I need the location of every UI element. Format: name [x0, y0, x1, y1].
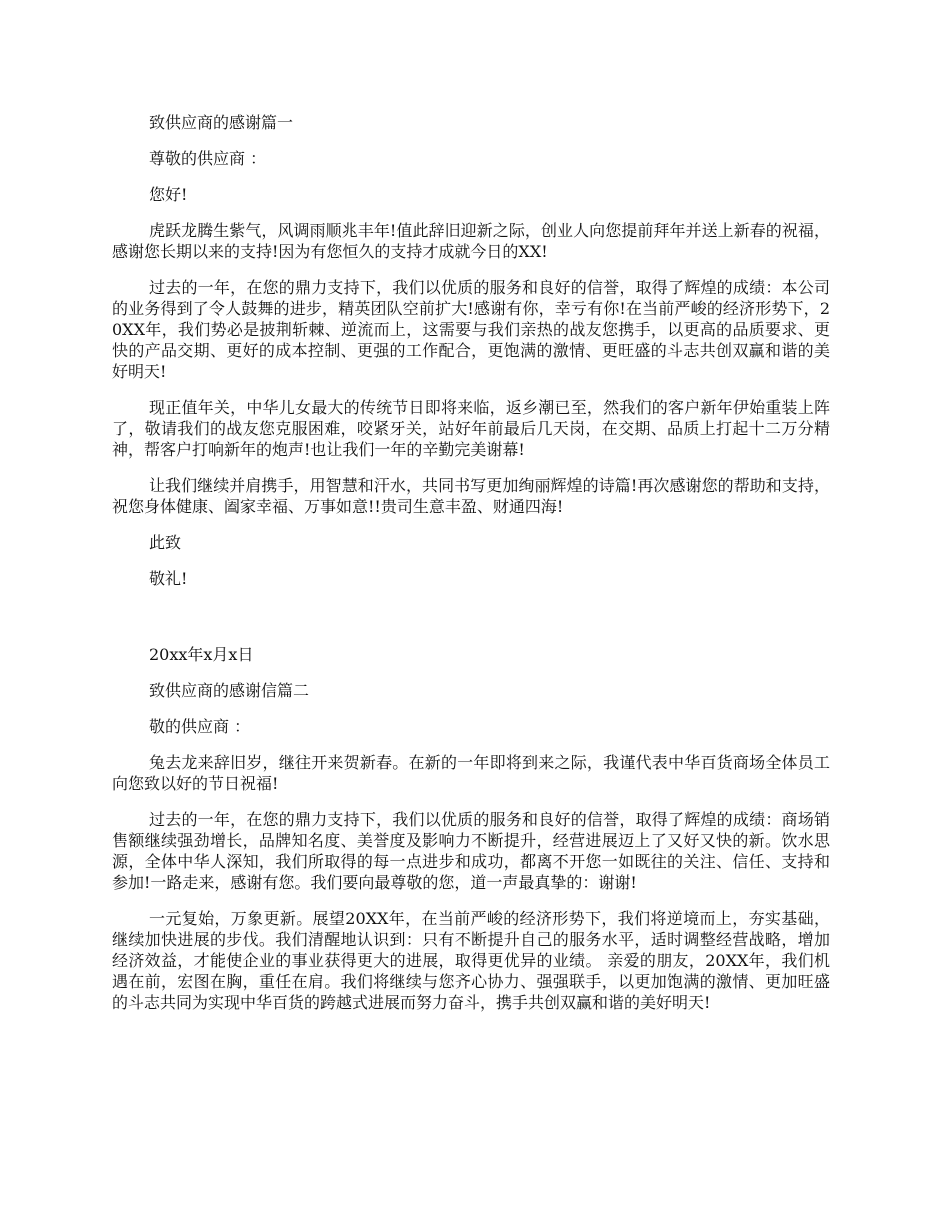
letter2-paragraph-2: 过去的一年，在您的鼎力支持下，我们以优质的服务和良好的信誉，取得了辉煌的成绩：商场销售额继续强劲增长，品牌知名度、美誉度及影响力不断提升，经营进展迈上了又好又快的新。饮水思源，全体中华人深知，我们所取得的每一点进步和成功，都离不开您一如既往的关注、信任、支持和参加!一路走来，感谢有您。我们要向最尊敬的您，道一声最真挚的：谢谢!	[112, 810, 830, 892]
letter1-paragraph-3: 现正值年关，中华儿女最大的传统节日即将来临，返乡潮已至，然我们的客户新年伊始重装上阵了，敬请我们的战友您克服困难，咬紧牙关，站好年前最后几天岗，在交期、品质上打起十二万分精神，帮客户打响新年的炮声!也让我们一年的辛勤完美谢幕!	[112, 398, 830, 459]
document-page	[112, 112, 830, 1013]
letter1-paragraph-1: 虎跃龙腾生紫气，风调雨顺兆丰年!值此辞旧迎新之际，创业人向您提前拜年并送上新春的祝福，感谢您长期以来的支持!因为有您恒久的支持才成就今日的XX!	[112, 221, 830, 261]
letter1-salutation: 尊敬的供应商 ：	[149, 149, 267, 168]
letter2-paragraph-1: 兔去龙来辞旧岁，继往开来贺新春。在新的一年即将到来之际，我谨代表中华百货商场全体员工向您致以好的节日祝福!	[112, 753, 830, 793]
letter1-greeting: 您好!	[149, 185, 188, 204]
letter1-paragraph-4: 让我们继续并肩携手，用智慧和汗水，共同书写更加绚丽辉煌的诗篇!再次感谢您的帮助和支持，祝您身体健康、阖家幸福、万事如意!!贵司生意丰盈、财通四海!	[112, 476, 830, 516]
letter1-regards: 敬礼!	[149, 569, 188, 588]
letter1-closing: 此致	[149, 533, 182, 552]
letter1-title: 致供应商的感谢篇一	[149, 113, 294, 132]
letter1-date: 20xx年x月x日	[149, 645, 254, 664]
letter2-paragraph-3: 一元复始，万象更新。展望20XX年，在当前严峻的经济形势下，我们将逆境而上，夯实基础，继续加快进展的步伐。我们清醒地认识到：只有不断提升自己的服务水平，适时调整经营战略，增加经济效益，才能使企业的事业获得更大的进展，取得更优异的业绩。 亲爱的朋友，20XX年，我们机遇在前，宏图在胸，重任在肩。我们将继续与您齐心协力、强强联手，以更加饱满的激情、更加旺盛的斗志共同为实现中华百货的跨越式进展而努力奋斗，携手共创双赢和谐的美好明天!	[112, 909, 830, 1012]
letter2-salutation: 敬的供应商 ：	[149, 717, 251, 736]
letter1-paragraph-2: 过去的一年，在您的鼎力支持下，我们以优质的服务和良好的信誉，取得了辉煌的成绩：本公司的业务得到了令人鼓舞的进步，精英团队空前扩大!感谢有你，幸亏有你!在当前严峻的经济形势下，20XX年，我们势必是披荆斩棘、逆流而上，这需要与我们亲热的战友您携手，以更高的品质要求、更快的产品交期、更好的成本控制、更强的工作配合，更饱满的激情、更旺盛的斗志共创双赢和谐的美好明天!	[112, 278, 830, 381]
letter2-title: 致供应商的感谢信篇二	[149, 681, 310, 700]
